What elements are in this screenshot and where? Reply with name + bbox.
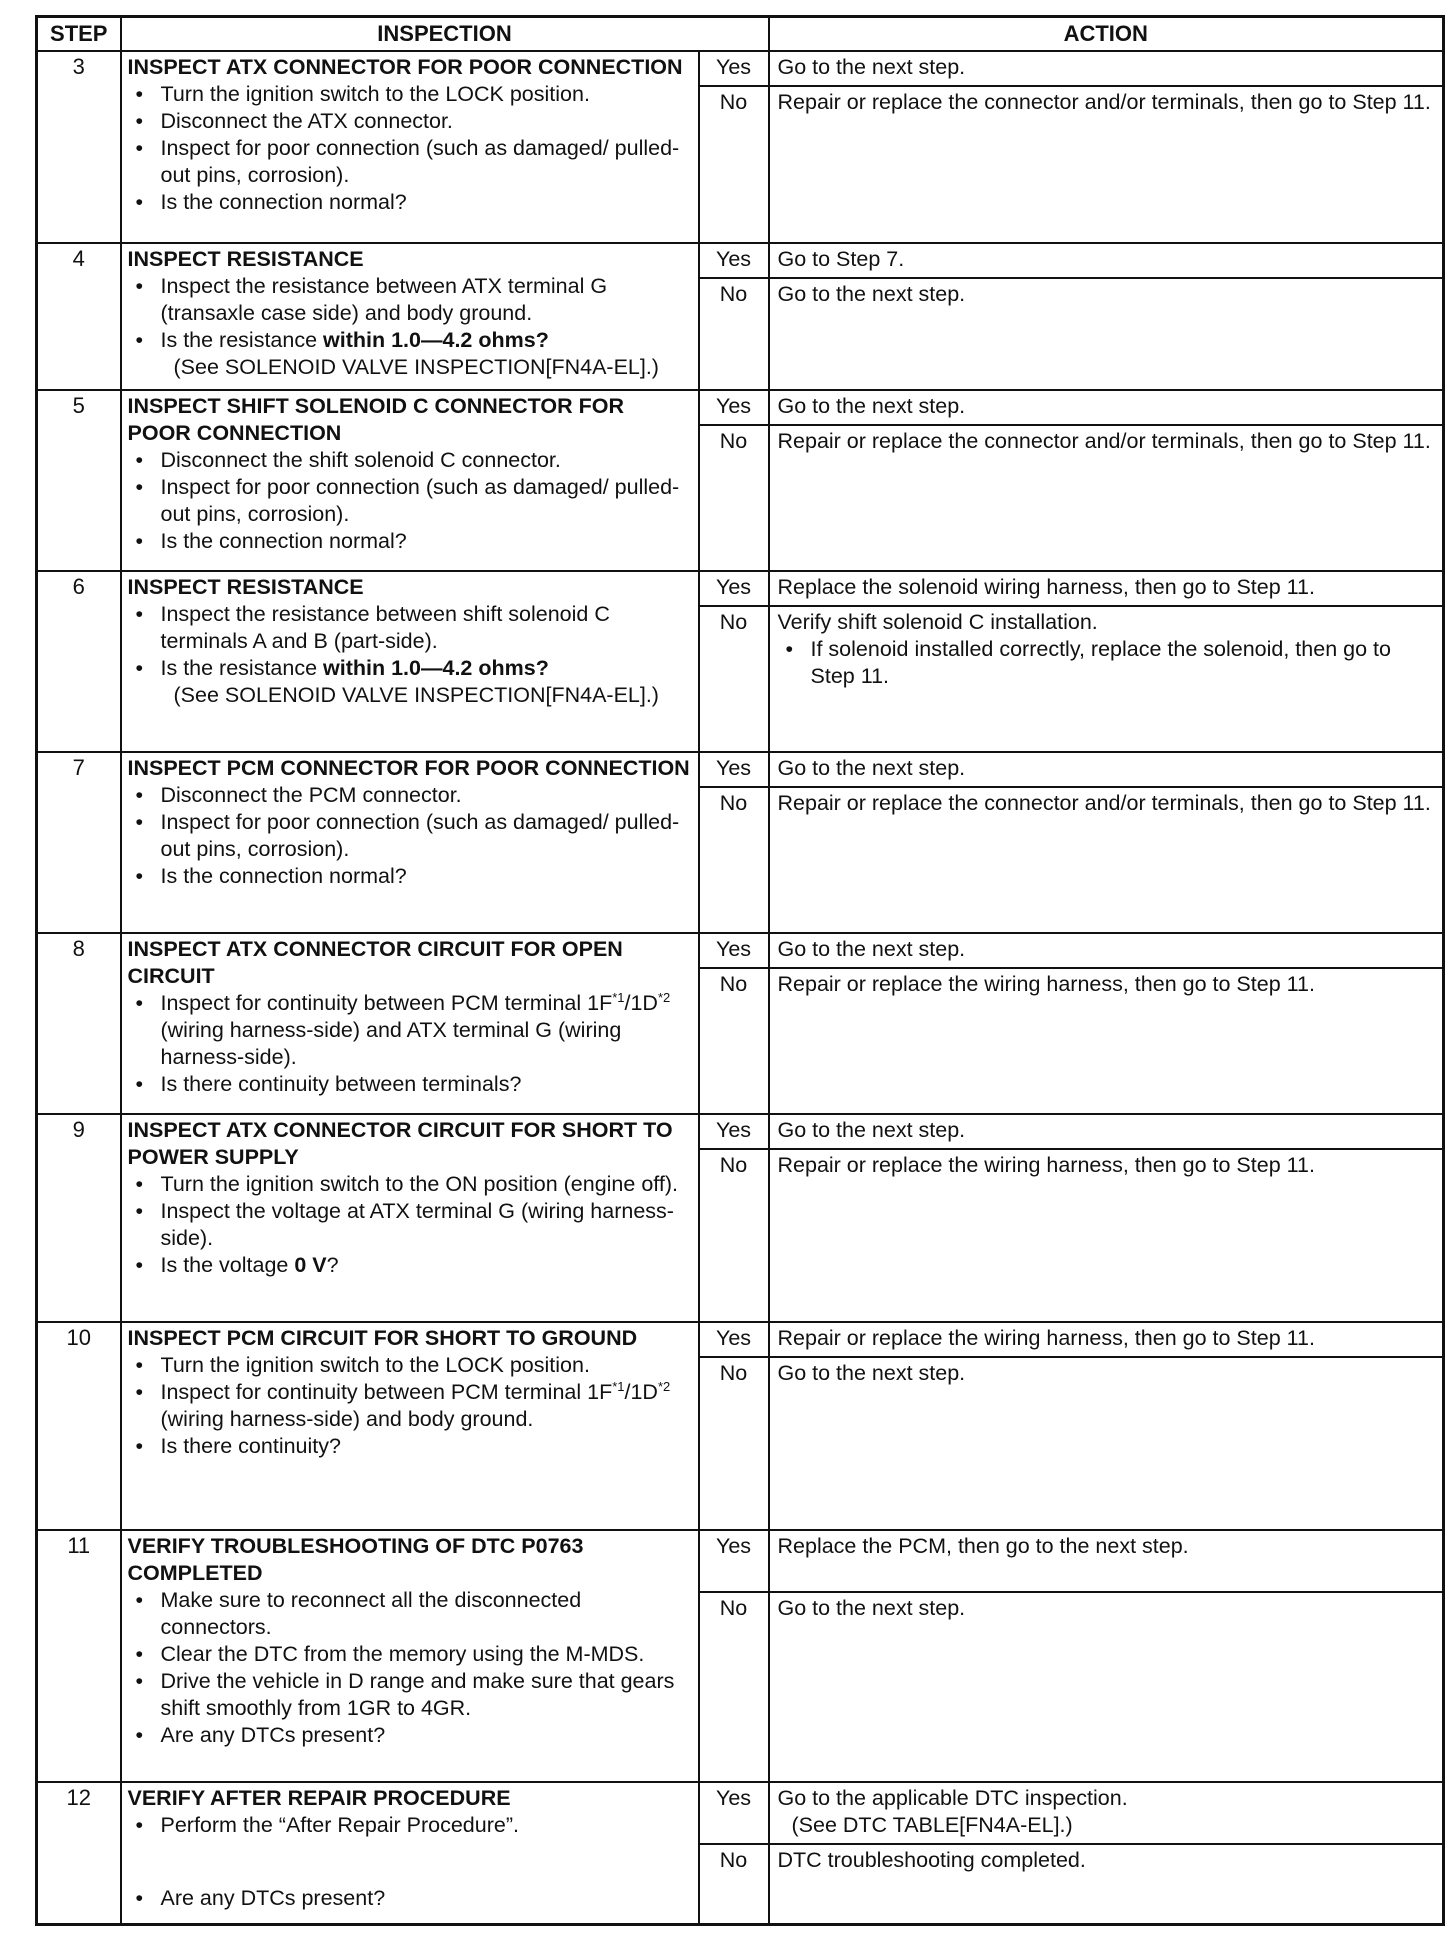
step-number: 11 [37,1530,121,1782]
step-header: STEP [37,17,121,52]
table-row [37,390,1444,425]
no-action: Repair or replace the wiring harness, then go to Step 11. [769,1149,1444,1322]
yes-action: Replace the PCM, then go to the next step. [769,1530,1444,1592]
no-label: No [699,606,769,752]
no-label: No [699,278,769,390]
inspection-title: VERIFY TROUBLESHOOTING OF DTC P0763 COMPLETED [127,1534,584,1585]
table-row [37,243,1444,278]
table-row [37,1782,1444,1844]
yes-label: Yes [699,243,769,278]
step-number: 9 [37,1114,121,1322]
list-item: • Inspect for poor connection (such as damaged/ pulled-out pins, corrosion). [135,475,680,526]
list-item: • Disconnect the ATX connector. [135,109,453,133]
no-label: No [699,1592,769,1782]
list-item: • Turn the ignition switch to the LOCK position. [135,1353,590,1377]
no-action: Verify shift solenoid C installation. • If solenoid installed correctly, replace the solenoid, then go to Step 11. [769,606,1444,752]
no-label: No [699,86,769,243]
inspection-title: INSPECT PCM CONNECTOR FOR POOR CONNECTION [127,756,690,780]
yes-label: Yes [699,1114,769,1149]
no-action: Repair or replace the connector and/or terminals, then go to Step 11. [769,86,1444,243]
no-label: No [699,968,769,1114]
yes-action: Repair or replace the wiring harness, then go to Step 11. [769,1322,1444,1357]
yes-label: Yes [699,1322,769,1357]
list-item: • Is the voltage 0 V? [135,1253,339,1277]
list-item: • Is there continuity between terminals? [135,1072,522,1096]
table-header-row [37,17,1444,52]
list-item: • Is the connection normal? [135,864,407,888]
inspection-cell [121,51,699,243]
inspection-cell [121,243,699,390]
yes-label: Yes [699,1530,769,1592]
list-item: • Turn the ignition switch to the ON position (engine off). [135,1172,678,1196]
list-item: • Inspect the resistance between shift solenoid C terminals A and B (part-side). [135,602,610,653]
list-item: • Inspect the resistance between ATX terminal G (transaxle case side) and body ground. [135,274,608,325]
yes-action: Go to the applicable DTC inspection. (See DTC TABLE[FN4A-EL].) [769,1782,1444,1844]
inspection-cell [121,933,699,1114]
list-item: • Turn the ignition switch to the LOCK position. [135,82,590,106]
inspection-title: INSPECT ATX CONNECTOR CIRCUIT FOR OPEN CIRCUIT [127,937,623,988]
no-label: No [699,1357,769,1530]
no-action: DTC troubleshooting completed. [769,1844,1444,1924]
table-row [37,1114,1444,1149]
yes-label: Yes [699,390,769,425]
list-item: • Perform the “After Repair Procedure”. [135,1813,519,1837]
reference-note: (See SOLENOID VALVE INSPECTION[FN4A-EL].) [173,355,659,379]
list-item: • Is there continuity? [135,1434,341,1458]
yes-action: Go to Step 7. [769,243,1444,278]
step-number: 6 [37,571,121,752]
inspection-cell [121,1114,699,1322]
yes-action: Go to the next step. [769,752,1444,787]
yes-label: Yes [699,933,769,968]
yes-label: Yes [699,1782,769,1844]
yes-label: Yes [699,571,769,606]
list-item: • Inspect for poor connection (such as damaged/ pulled-out pins, corrosion). [135,136,680,187]
inspection-title: VERIFY AFTER REPAIR PROCEDURE [127,1786,511,1810]
list-item: • Make sure to reconnect all the disconnected connectors. [135,1588,582,1639]
yes-label: Yes [699,752,769,787]
action-header: ACTION [769,17,1444,52]
yes-action: Go to the next step. [769,390,1444,425]
inspection-title: INSPECT RESISTANCE [127,247,364,271]
list-item: • Inspect the voltage at ATX terminal G (wiring harness-side). [135,1199,674,1250]
no-action: Repair or replace the connector and/or terminals, then go to Step 11. [769,425,1444,571]
inspection-title: INSPECT PCM CIRCUIT FOR SHORT TO GROUND [127,1326,638,1350]
list-item: • Is the resistance within 1.0—4.2 ohms? (See SOLENOID VALVE INSPECTION[FN4A-EL].) [161,655,692,709]
table-row [37,933,1444,968]
list-item: • Is the connection normal? [135,190,407,214]
table-row [37,1530,1444,1592]
no-action: Repair or replace the connector and/or terminals, then go to Step 11. [769,787,1444,933]
list-item: • Is the resistance within 1.0—4.2 ohms? (See SOLENOID VALVE INSPECTION[FN4A-EL].) [161,327,692,381]
inspection-cell [121,752,699,933]
table-row [37,571,1444,606]
step-number: 3 [37,51,121,243]
yes-action: Go to the next step. [769,1114,1444,1149]
inspection-cell [121,390,699,571]
no-label: No [699,1149,769,1322]
no-action: Repair or replace the wiring harness, then go to Step 11. [769,968,1444,1114]
list-item: • Are any DTCs present? [135,1723,386,1747]
troubleshooting-table [35,15,1445,1926]
inspection-title: INSPECT SHIFT SOLENOID C CONNECTOR FOR POOR CONNECTION [127,394,625,445]
list-item: • Disconnect the PCM connector. [135,783,462,807]
yes-action: Replace the solenoid wiring harness, then go to Step 11. [769,571,1444,606]
step-number: 12 [37,1782,121,1924]
yes-action: Go to the next step. [769,51,1444,86]
list-item: • If solenoid installed correctly, replace the solenoid, then go to Step 11. [785,637,1391,688]
list-item: • Inspect for poor connection (such as damaged/ pulled-out pins, corrosion). [135,810,680,861]
no-action: Go to the next step. [769,1592,1444,1782]
inspection-cell [121,1782,699,1924]
list-item: • Are any DTCs present? [135,1886,386,1910]
list-item: • Inspect for continuity between PCM terminal $1F^{*1}/1D^{*2}$ (wiring harness-side) and ATX terminal G (wiring harness-side). [135,989,671,1069]
list-item: • Disconnect the shift solenoid C connector. [135,448,561,472]
reference-note: (See DTC TABLE[FN4A-EL].) [791,1813,1073,1837]
inspection-cell [121,1530,699,1782]
list-item: • Is the connection normal? [135,529,407,553]
step-number: 10 [37,1322,121,1530]
no-label: No [699,787,769,933]
no-label: No [699,425,769,571]
table-row [37,51,1444,86]
reference-note: (See SOLENOID VALVE INSPECTION[FN4A-EL].) [173,683,659,707]
yes-label: Yes [699,51,769,86]
table-row [37,1322,1444,1357]
step-number: 5 [37,390,121,571]
inspection-title: INSPECT ATX CONNECTOR CIRCUIT FOR SHORT TO POWER SUPPLY [127,1118,673,1169]
list-item: • Clear the DTC from the memory using the M-MDS. [135,1642,645,1666]
list-item: • Drive the vehicle in D range and make sure that gears shift smoothly from 1GR to 4GR. [135,1669,675,1720]
inspection-cell [121,1322,699,1530]
no-label: No [699,1844,769,1924]
no-action: Go to the next step. [769,278,1444,390]
table-row [37,752,1444,787]
step-number: 8 [37,933,121,1114]
yes-action: Go to the next step. [769,933,1444,968]
inspection-header: INSPECTION [121,17,769,52]
list-item: • Inspect for continuity between PCM terminal $1F^{*1}/1D^{*2}$ (wiring harness-side) and body ground. [135,1378,671,1431]
no-action: Go to the next step. [769,1357,1444,1530]
inspection-title: INSPECT RESISTANCE [127,575,364,599]
step-number: 4 [37,243,121,390]
inspection-title: INSPECT ATX CONNECTOR FOR POOR CONNECTION [127,55,683,79]
inspection-cell [121,571,699,752]
step-number: 7 [37,752,121,933]
